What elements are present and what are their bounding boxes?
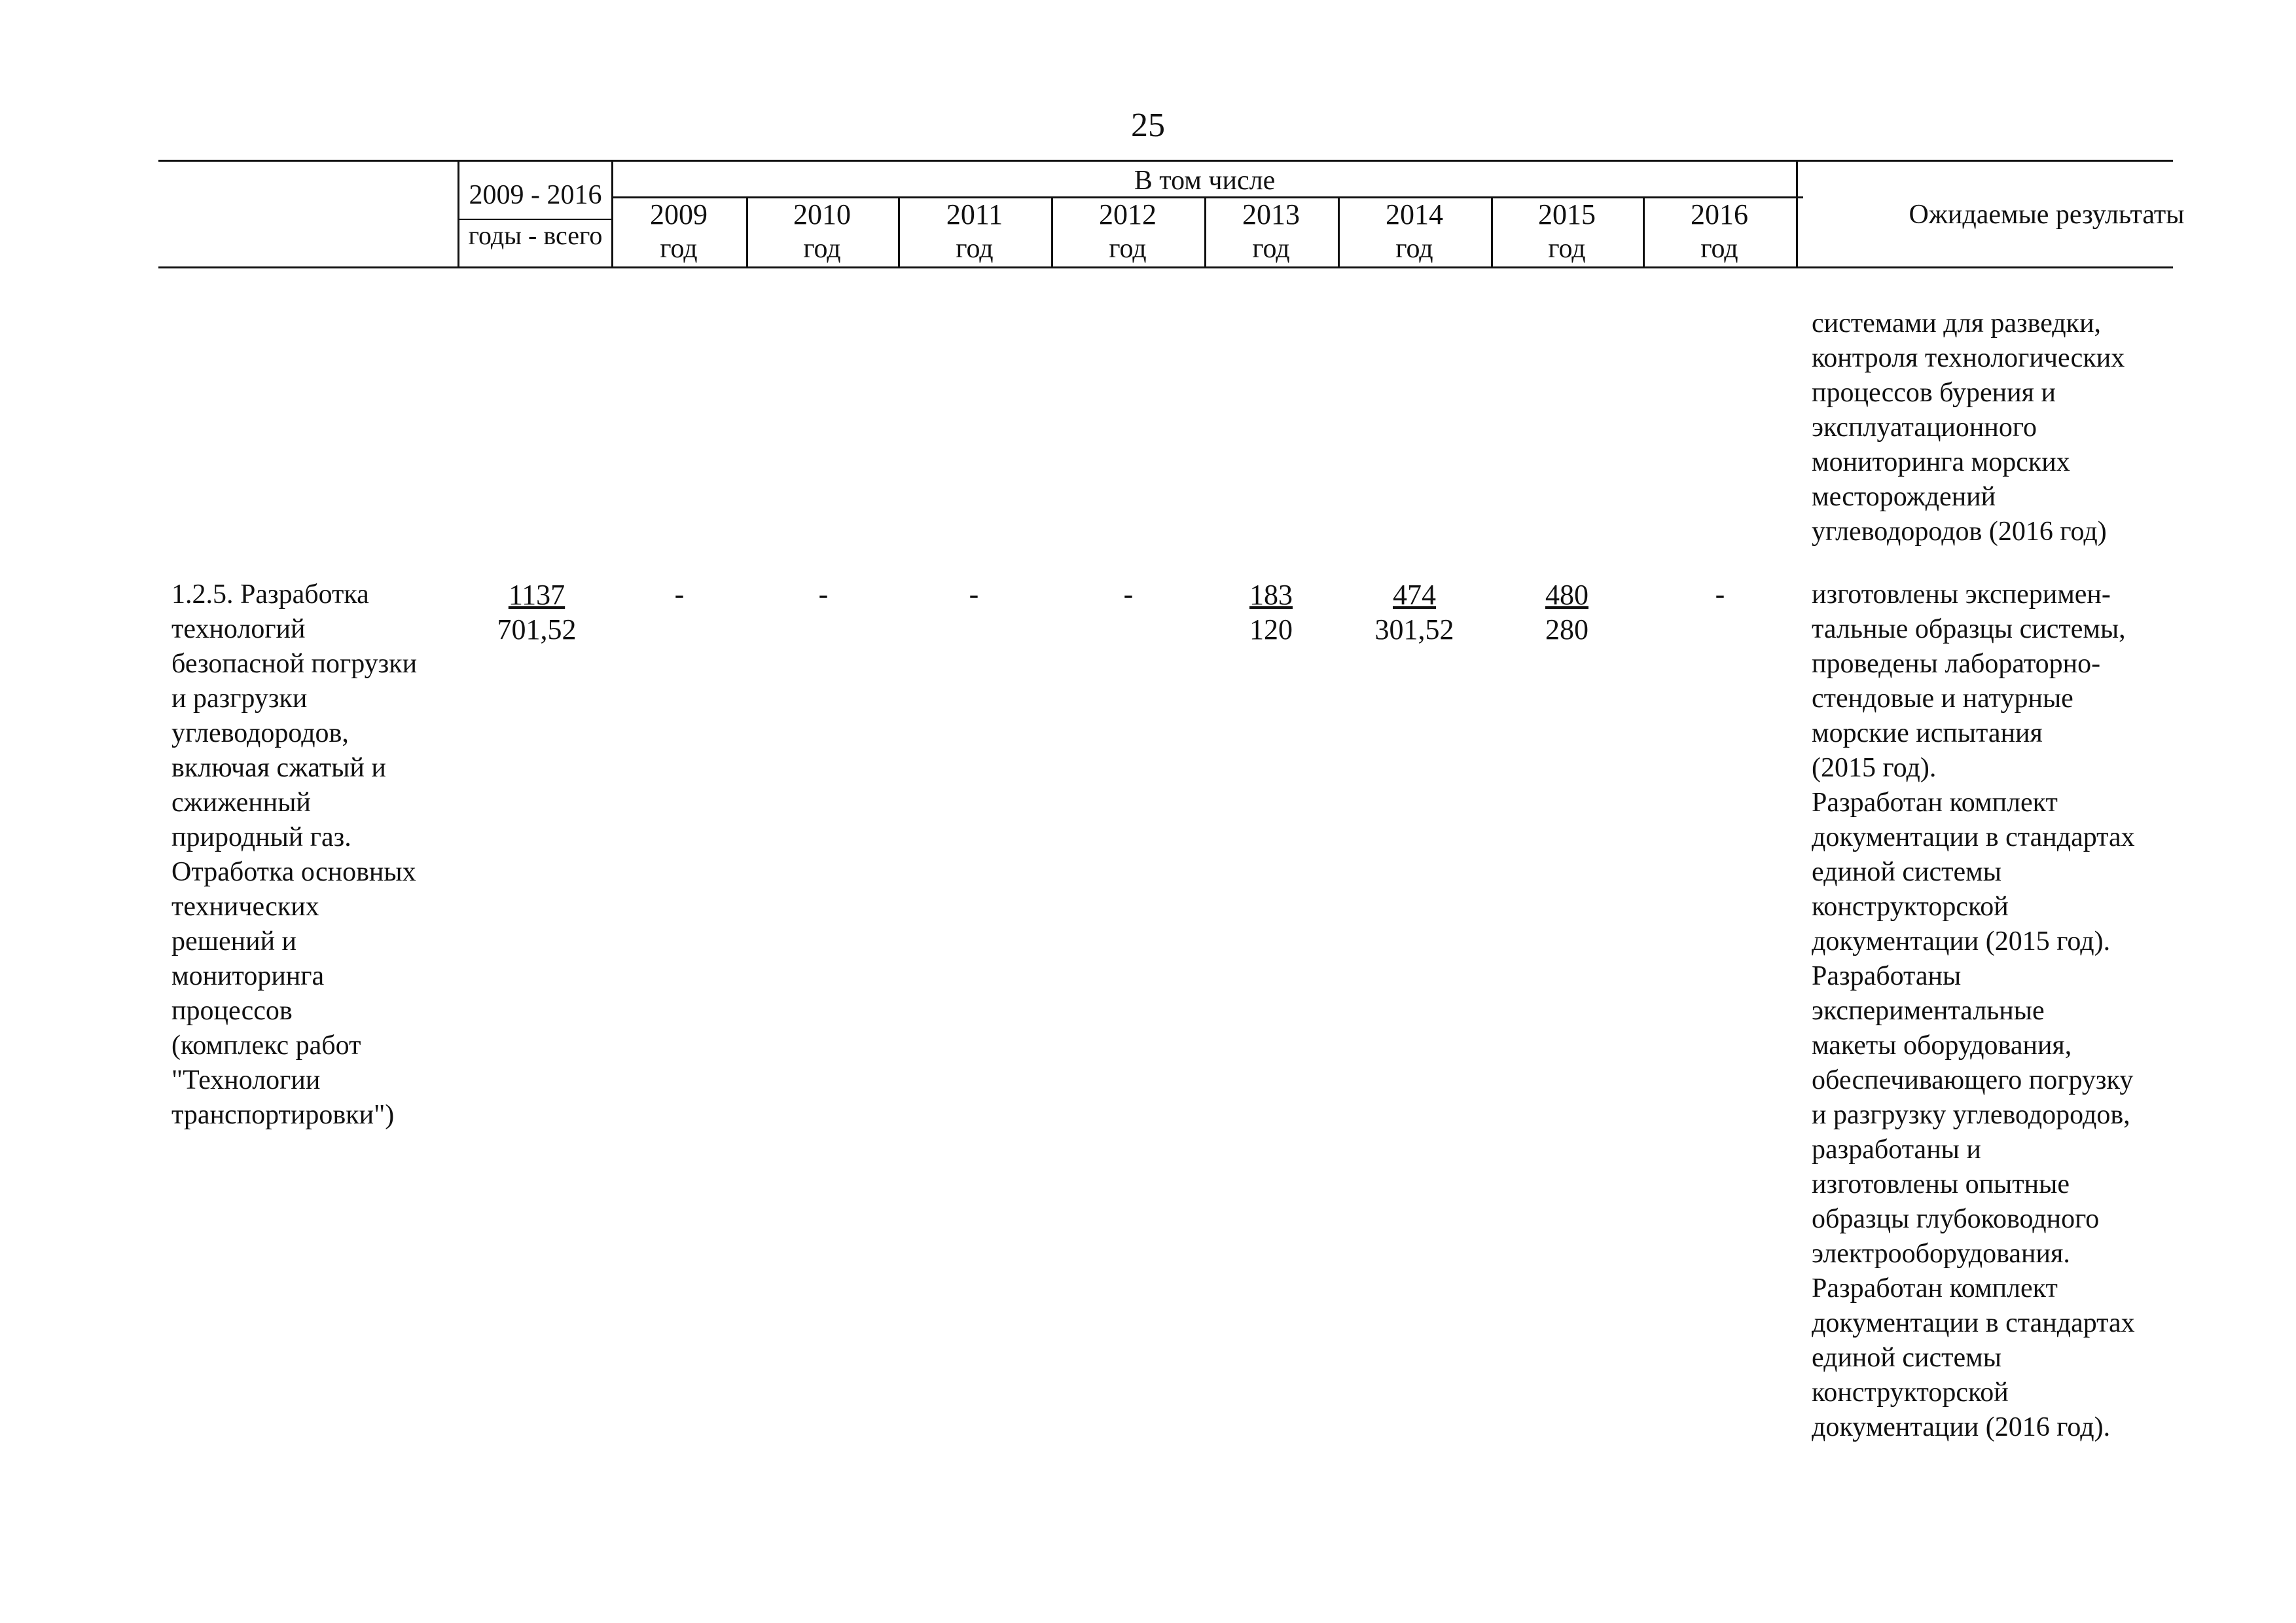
value-2015-top: 480 (1545, 579, 1588, 611)
total-value-bottom: 701,52 (497, 613, 577, 646)
year-unit-2015: год (1548, 234, 1586, 264)
year-2015: 2015 (1538, 198, 1596, 230)
value-2015 (1492, 577, 1642, 647)
total-col-years: 2009 - 2016 (469, 180, 602, 210)
value-2014 (1339, 577, 1490, 647)
results-text: изготовлены эксперимен- тальные образцы системы, проведены лабораторно- стендовые и натурные морские испытания (2015 год). Разработан комплект документации в стандартах единой системы конструкторской документации (2015 год). Разработаны экспериментальные макеты оборудования, обеспечивающего погрузку и разгрузку углеводородов, разработаны и изготовлены опытные образцы глубоководного электрооборудования. Разработан комплект документации в стандартах единой системы конструкторской документации (2016 год). (1812, 579, 2135, 1442)
year-unit-2016: год (1700, 234, 1738, 264)
continued-results-text: системами для разведки, контроля технологических процессов бурения и эксплуатационного мониторинга морских месторождений углеводородов (2016 год) (1812, 308, 2125, 547)
activity-description: 1.2.5. Разработка технологий безопасной погрузки и разгрузки углеводородов, включая сжатый и сжиженный природный газ. Отработка основных технических решений и мониторинга процессов (комплекс работ "Технологии транспортировки") (171, 579, 418, 1130)
year-unit-2014: год (1395, 234, 1433, 264)
year-2013: 2013 (1242, 198, 1300, 230)
year-2016: 2016 (1691, 198, 1748, 230)
total-col-title (459, 178, 611, 212)
year-2010: 2010 (793, 198, 851, 230)
value-2013-bottom: 120 (1249, 613, 1293, 646)
page-number: 25 (1131, 107, 1165, 144)
year-unit-2009: год (660, 234, 698, 264)
year-unit-2011: год (956, 234, 994, 264)
total-col-subtitle: годы - всего (468, 221, 603, 250)
value-2013 (1196, 577, 1346, 647)
value-2015-bottom: 280 (1545, 613, 1588, 646)
including-header: В том числе (1134, 166, 1276, 196)
header-bottom-rule (158, 266, 2173, 268)
year-unit-2012: год (1109, 234, 1147, 264)
value-2016: - (1715, 578, 1725, 610)
value-2014-bottom: 301,52 (1374, 613, 1454, 646)
value-2012: - (1123, 578, 1134, 610)
year-2009: 2009 (650, 198, 708, 230)
total-value-top: 1137 (508, 579, 565, 611)
results-header: Ожидаемые результаты (1909, 200, 2185, 230)
value-2013-top: 183 (1249, 579, 1293, 611)
value-2011: - (969, 578, 979, 610)
total-value (461, 577, 612, 647)
year-unit-2013: год (1252, 234, 1290, 264)
value-2014-top: 474 (1393, 579, 1436, 611)
year-2011: 2011 (946, 198, 1003, 230)
year-2014: 2014 (1386, 198, 1443, 230)
value-2009: - (674, 578, 685, 610)
value-2010: - (818, 578, 829, 610)
year-2012: 2012 (1099, 198, 1157, 230)
header-top-rule (158, 160, 2173, 162)
year-unit-2010: год (803, 234, 841, 264)
